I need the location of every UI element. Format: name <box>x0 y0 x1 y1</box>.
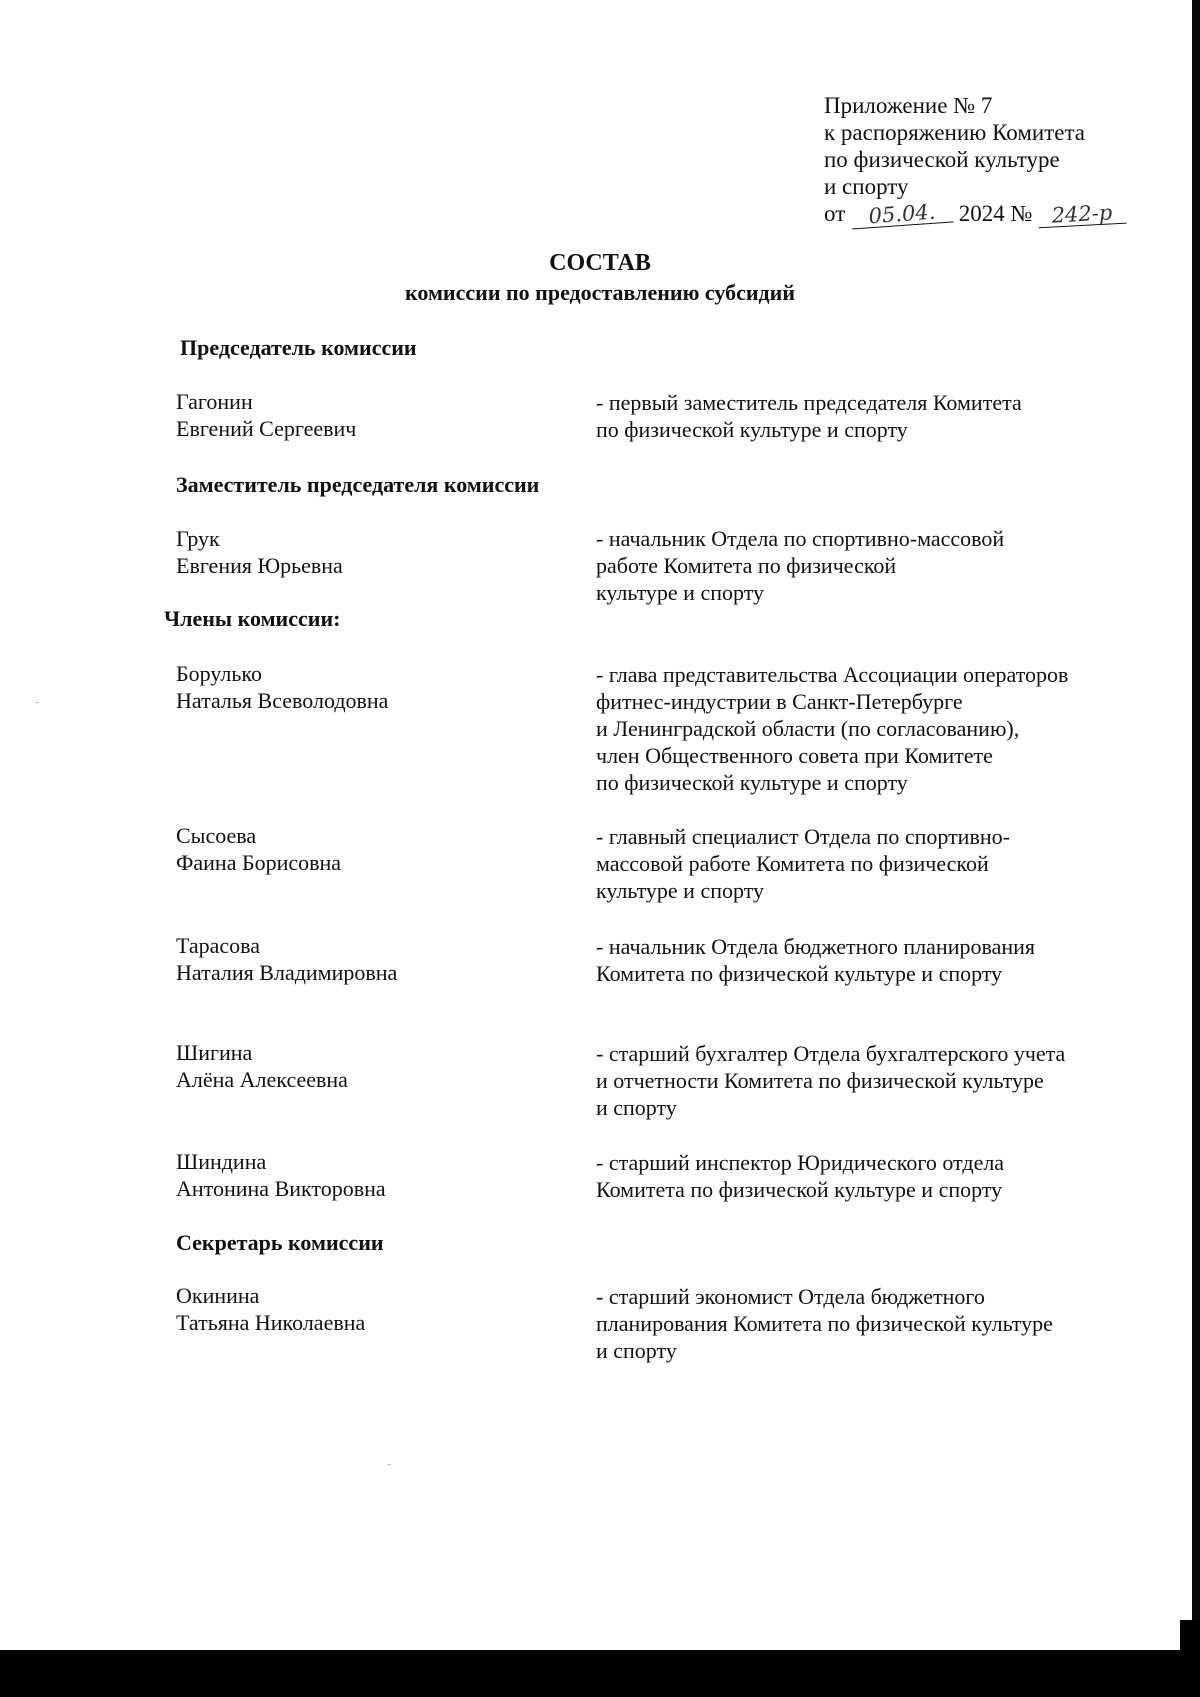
appendix-line: по физической культуре <box>824 147 1060 172</box>
given-names: Евгения Юрьевна <box>176 553 343 578</box>
chair-name <box>176 388 356 442</box>
member-position <box>596 1149 1156 1203</box>
given-names: Фаина Борисовна <box>176 850 342 875</box>
member-name <box>176 1148 386 1202</box>
year-number-label: 2024 № <box>958 201 1033 226</box>
position-line: фитнес-индустрии в Санкт-Петербурге <box>596 689 963 714</box>
position-line: - главный специалист Отдела по спортивно- <box>596 824 1010 849</box>
surname: Грук <box>176 526 220 551</box>
position-line: - старший инспектор Юридического отдела <box>596 1150 1005 1175</box>
given-names: Наталия Владимировна <box>176 960 398 985</box>
position-line: - глава представительства Ассоциации операторов <box>596 662 1069 687</box>
position-line: Комитета по физической культуре и спорту <box>596 961 1003 986</box>
deputy-name <box>176 525 343 579</box>
member-name <box>176 822 341 876</box>
section-heading-members: Члены комиссии: <box>164 606 341 631</box>
position-line: - первый заместитель председателя Комитета <box>596 390 1022 415</box>
position-line: - начальник Отдела бюджетного планирования <box>596 934 1036 959</box>
secretary-position <box>596 1283 1156 1364</box>
position-line: работе Комитета по физической <box>596 553 897 578</box>
member-name <box>176 932 397 986</box>
chair-position <box>596 389 1156 443</box>
position-line: и спорту <box>596 1095 677 1120</box>
given-names: Антонина Викторовна <box>176 1176 386 1201</box>
given-names: Алёна Алексеевна <box>176 1067 348 1092</box>
appendix-date-line <box>824 200 1126 227</box>
member-position <box>596 1040 1156 1121</box>
appendix-line: к распоряжению Комитета <box>824 120 1085 145</box>
position-line: по физической культуре и спорту <box>596 770 908 795</box>
document-subtitle: комиссии по предоставлению субсидий <box>404 280 795 305</box>
surname: Окинина <box>176 1283 260 1308</box>
document-title: СОСТАВ <box>549 250 651 276</box>
position-line: - старший экономист Отдела бюджетного <box>596 1284 985 1309</box>
member-position <box>596 661 1156 796</box>
section-heading-secretary: Секретарь комиссии <box>176 1230 384 1255</box>
handwritten-date: 05.04. <box>850 199 953 229</box>
member-position <box>596 823 1156 904</box>
given-names: Евгений Сергеевич <box>176 416 357 441</box>
deputy-position <box>596 525 1156 606</box>
position-line: и отчетности Комитета по физической культуре <box>596 1068 1044 1093</box>
position-line: культуре и спорту <box>596 878 765 903</box>
given-names: Татьяна Николаевна <box>176 1310 366 1335</box>
position-line: по физической культуре и спорту <box>596 417 908 442</box>
surname: Сысоева <box>176 823 257 848</box>
appendix-block <box>824 92 1126 227</box>
handwritten-number: 242-р <box>1038 201 1127 229</box>
member-name <box>176 660 388 714</box>
scan-edge-shadow <box>1192 0 1200 1650</box>
appendix-line: и спорту <box>824 174 909 199</box>
given-names: Наталья Всеволодовна <box>176 688 389 713</box>
position-line: - начальник Отдела по спортивно-массовой <box>596 526 1005 551</box>
surname: Борулько <box>176 661 262 686</box>
member-position <box>596 933 1156 987</box>
member-name <box>176 1039 348 1093</box>
surname: Шиндина <box>176 1149 267 1174</box>
surname: Гагонин <box>176 389 253 414</box>
scan-speck <box>388 1464 390 1465</box>
position-line: - старший бухгалтер Отдела бухгалтерского учета <box>596 1041 1066 1066</box>
surname: Шигина <box>176 1040 253 1065</box>
secretary-name <box>176 1282 365 1336</box>
position-line: и спорту <box>596 1338 677 1363</box>
scan-corner-shadow <box>1180 1620 1200 1650</box>
surname: Тарасова <box>176 933 261 958</box>
position-line: массовой работе Комитета по физической <box>596 851 989 876</box>
position-line: Комитета по физической культуре и спорту <box>596 1177 1003 1202</box>
position-line: член Общественного совета при Комитете <box>596 743 993 768</box>
section-heading-deputy: Заместитель председателя комиссии <box>176 472 540 497</box>
scan-speck <box>36 702 38 703</box>
position-line: планирования Комитета по физической культуре <box>596 1311 1053 1336</box>
section-heading-chair: Председатель комиссии <box>180 335 417 360</box>
scan-bottom-bar <box>0 1650 1200 1697</box>
position-line: и Ленинградской области (по согласованию), <box>596 716 1020 741</box>
date-prefix: от <box>824 201 846 226</box>
position-line: культуре и спорту <box>596 580 765 605</box>
appendix-line: Приложение № 7 <box>824 93 993 118</box>
